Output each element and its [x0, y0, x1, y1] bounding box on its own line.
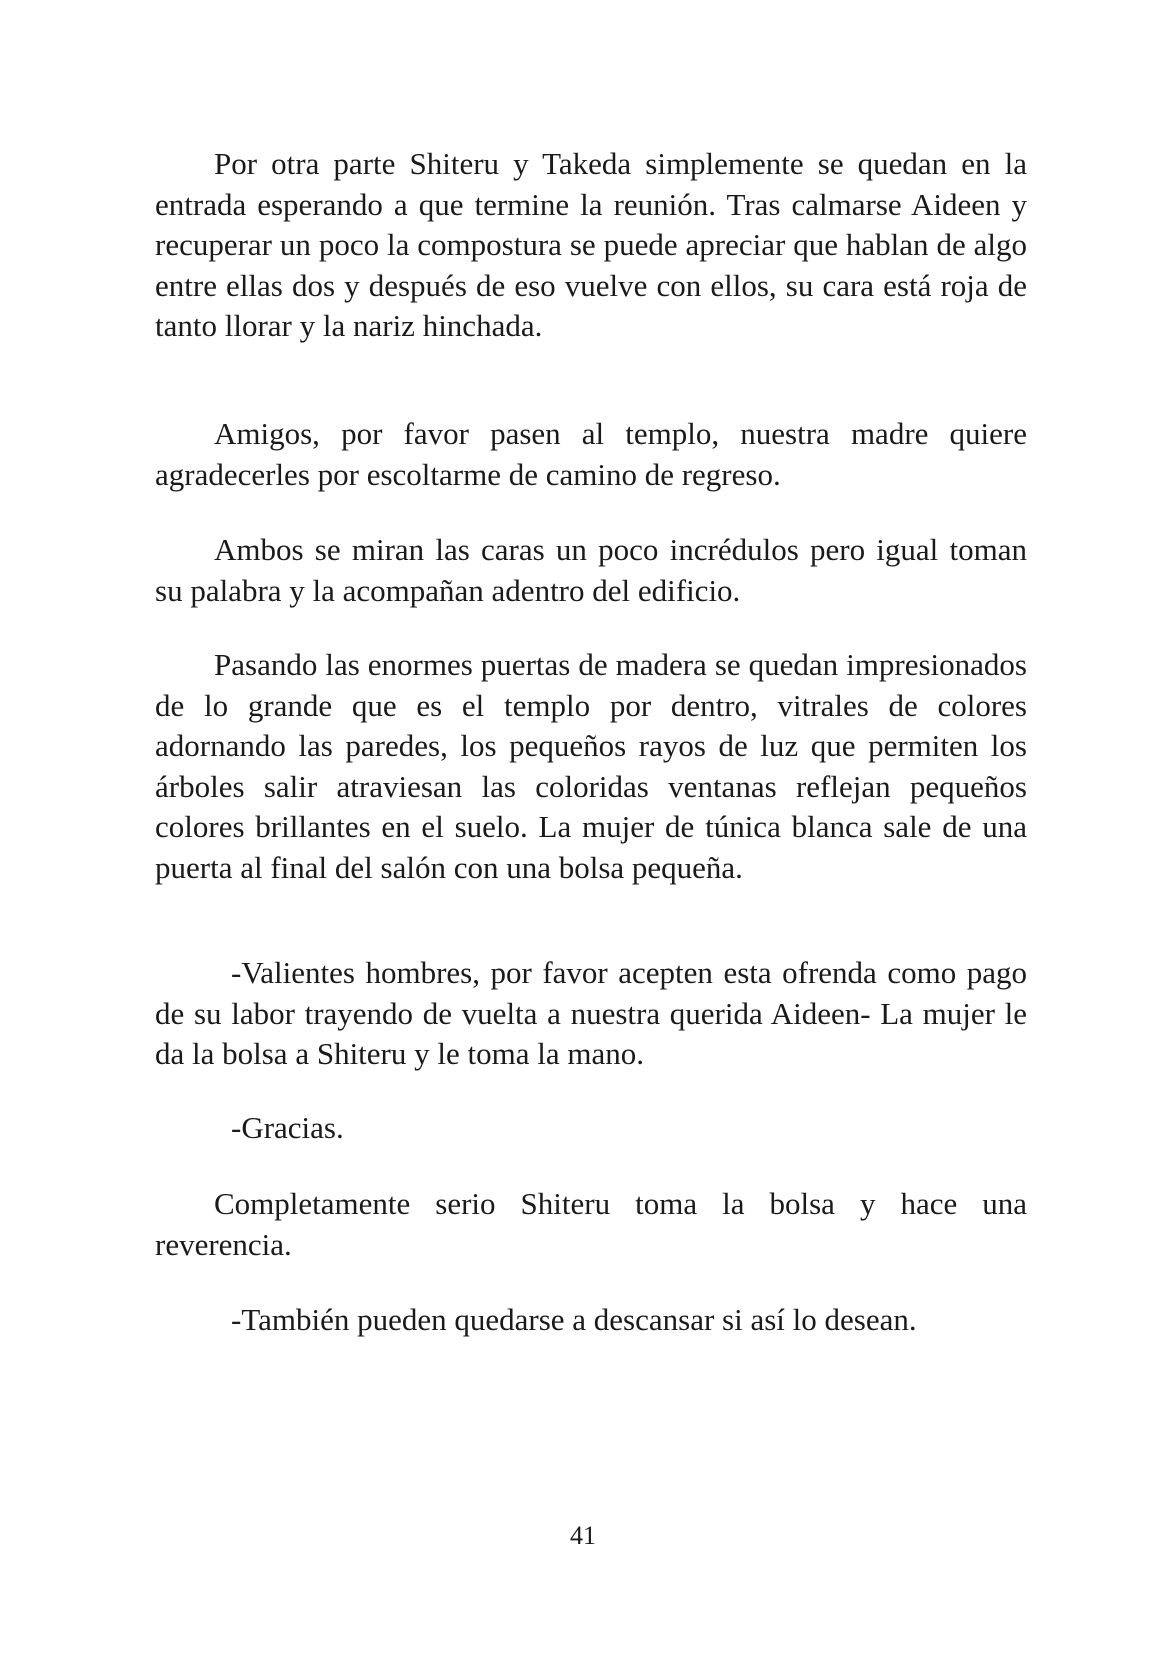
paragraph-reverence: Completamente serio Shiteru toma la bolsa y hace una reverencia.: [155, 1186, 1027, 1262]
paragraph-dialog-offering: -Valientes hombres, por favor acepten esta ofrenda como pago de su labor trayendo de vuelta a nuestra querida Aideen- La mujer le da la bolsa a Shiteru y le toma la mano.: [155, 955, 1027, 1071]
paragraph-incredulous: Ambos se miran las caras un poco incrédulos pero igual toman su palabra y la acompañan adentro del edificio.: [155, 532, 1027, 608]
paragraph-narration-entrance: Por otra parte Shiteru y Takeda simplemente se quedan en la entrada esperando a que termine la reunión. Tras calmarse Aideen y recuperar un poco la compostura se puede apreciar que hablan de algo entre ellas dos y después de eso vuelve con ellos, su cara está roja de tanto llorar y la nariz hinchada.: [155, 146, 1027, 343]
page-number: 41: [570, 1521, 596, 1550]
paragraph-dialog-thanks: -Gracias.: [231, 1110, 344, 1145]
paragraph-dialog-rest: -También pueden quedarse a descansar si así lo desean.: [231, 1302, 917, 1337]
paragraph-temple-interior: Pasando las enormes puertas de madera se quedan impresionados de lo grande que es el templo por dentro, vitrales de colores adornando las paredes, los pequeños rayos de luz que permiten los árboles salir atraviesan las coloridas ventanas reflejan pequeños colores brillantes en el suelo. La mujer de túnica blanca sale de una puerta al final del salón con una bolsa pequeña.: [155, 647, 1027, 885]
paragraph-invitation: Amigos, por favor pasen al templo, nuestra madre quiere agradecerles por escoltarme de camino de regreso.: [155, 416, 1027, 492]
